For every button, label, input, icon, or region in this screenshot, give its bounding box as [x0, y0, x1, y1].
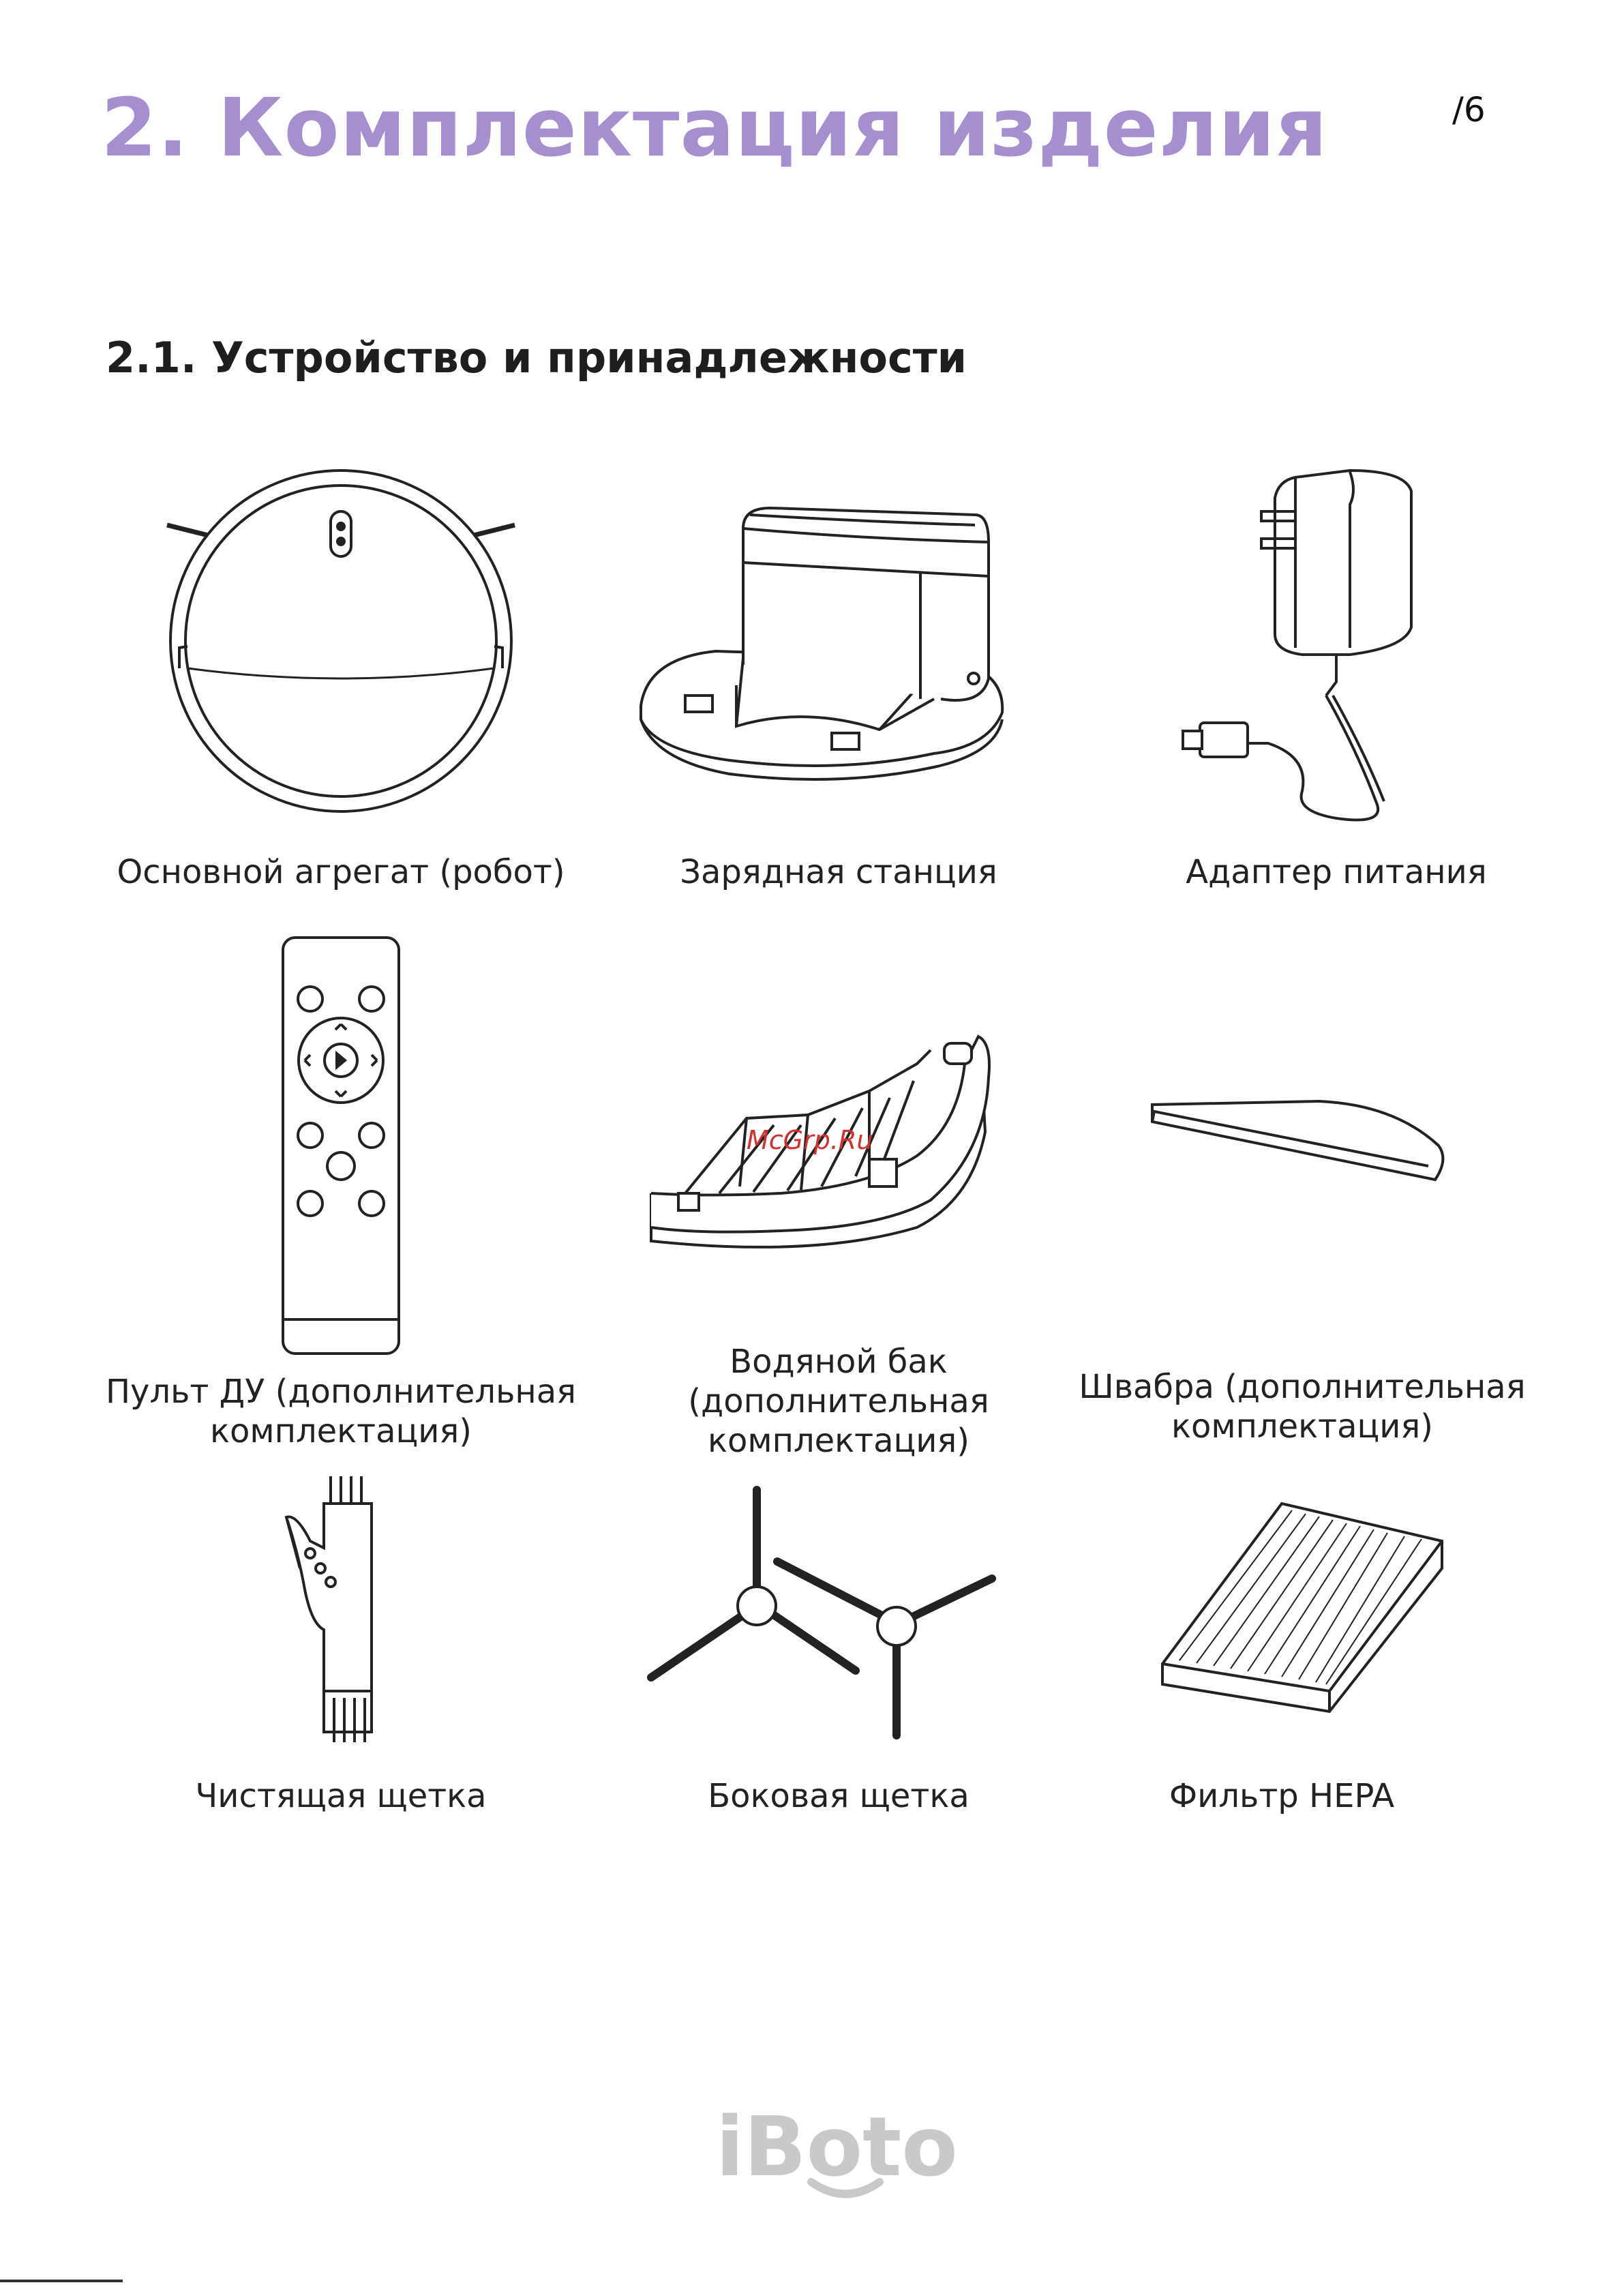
- brand-logo: [709, 2087, 958, 2209]
- side-brush-icon: [644, 1483, 999, 1742]
- section-title: 2.1. Устройство и принадлежности: [106, 333, 967, 383]
- item-label-robot: Основной агрегат (робот): [117, 853, 565, 891]
- item-label-hepa: Фильтр HEPA: [1169, 1777, 1395, 1815]
- item-label-tank: Водяной бак (дополнительная комплектация): [688, 1343, 989, 1460]
- mop-icon: [1149, 1098, 1449, 1183]
- footer-divider: [0, 2280, 123, 2282]
- page-title: 2. Комплектация изделия: [101, 80, 1328, 175]
- item-label-remote: Пульт ДУ (дополнительная комплектация): [105, 1373, 577, 1450]
- hepa-filter-icon: [1159, 1500, 1445, 1718]
- power-adapter-icon: [1179, 464, 1452, 825]
- svg-text:iBoto: iBoto: [716, 2100, 958, 2195]
- item-label-station: Зарядная станция: [680, 853, 997, 891]
- item-label-side-brush: Боковая щетка: [708, 1777, 969, 1815]
- item-label-mop: Швабра (дополнительная комплектация): [1079, 1368, 1526, 1446]
- item-label-adapter: Адаптер питания: [1186, 853, 1487, 891]
- cleaning-brush-icon: [283, 1473, 385, 1746]
- remote-control-icon: [280, 934, 402, 1357]
- robot-vacuum-icon: [160, 464, 522, 818]
- watermark-text: McGrp.Ru: [747, 1125, 873, 1155]
- item-label-brush: Чистящая щетка: [195, 1777, 487, 1815]
- page-number: /6: [1452, 90, 1486, 130]
- charging-station-icon: [634, 501, 1009, 788]
